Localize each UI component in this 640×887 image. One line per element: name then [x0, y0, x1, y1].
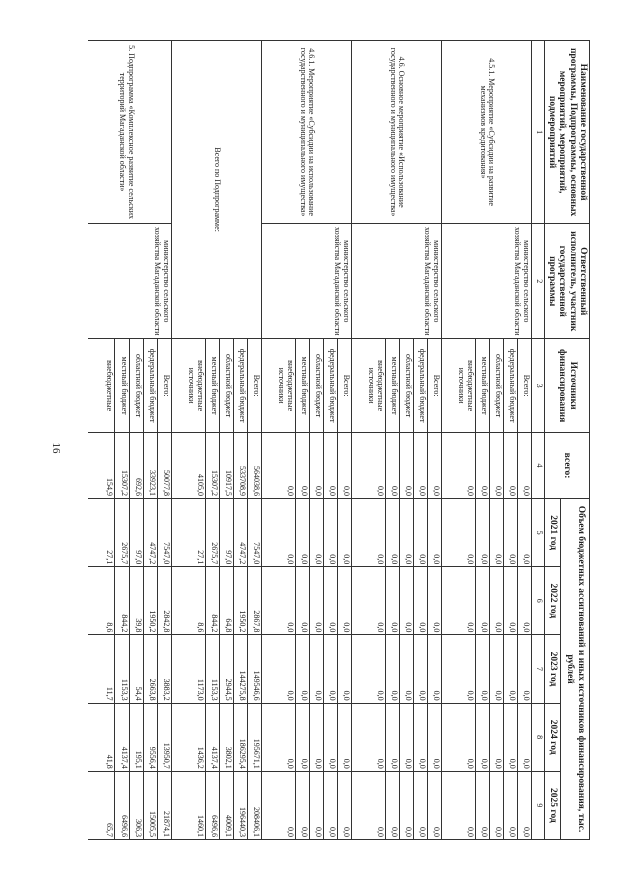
year-value: 39,8 — [129, 567, 143, 635]
year-value: 0,0 — [385, 703, 399, 771]
year-value: 0,0 — [442, 703, 476, 771]
funding-source: областной бюджет — [129, 339, 143, 433]
year-value: 7547,0 — [157, 499, 171, 567]
year-value: 0,0 — [489, 499, 503, 567]
year-value: 0,0 — [413, 567, 427, 635]
total-value: 0,0 — [323, 433, 337, 499]
column-number: 2 — [532, 224, 545, 339]
total-value: 564038,6 — [247, 433, 261, 499]
year-value: 195671,1 — [247, 703, 261, 771]
year-value: 0,0 — [489, 567, 503, 635]
year-value: 4137,4 — [115, 703, 129, 771]
total-value: 154,9 — [88, 433, 115, 499]
funding-source: внебюджетные источники — [442, 339, 476, 433]
executor-name: министерство сельского хозяйства Магаданской области — [88, 224, 171, 339]
funding-source: Всего: — [337, 339, 351, 433]
year-value: 195,1 — [129, 703, 143, 771]
year-value: 0,0 — [413, 771, 427, 839]
year-value: 1173,0 — [171, 635, 205, 703]
year-value: 2675,7 — [115, 499, 129, 567]
column-number: 3 — [532, 339, 545, 433]
year-value: 6496,6 — [205, 771, 219, 839]
year-value: 844,2 — [205, 567, 219, 635]
funding-source: Всего: — [157, 339, 171, 433]
year-value: 0,0 — [295, 771, 309, 839]
year-value: 97,0 — [129, 499, 143, 567]
year-value: 0,0 — [261, 567, 295, 635]
year-value: 0,0 — [337, 499, 351, 567]
funding-source: Всего: — [518, 339, 532, 433]
total-value: 0,0 — [295, 433, 309, 499]
header-year: 2025 год — [545, 771, 561, 839]
year-value: 208406,1 — [247, 771, 261, 839]
year-value: 0,0 — [309, 771, 323, 839]
table-body — [88, 41, 532, 840]
year-value: 0,0 — [475, 703, 489, 771]
table-row — [518, 41, 532, 840]
year-value: 0,0 — [399, 771, 413, 839]
column-number: 4 — [532, 433, 545, 499]
year-value: 9556,4 — [143, 703, 157, 771]
year-value: 3802,1 — [219, 703, 233, 771]
year-value: 4009,1 — [219, 771, 233, 839]
year-value: 0,0 — [352, 703, 386, 771]
total-value: 0,0 — [489, 433, 503, 499]
column-number: 9 — [532, 771, 545, 839]
total-value: 0,0 — [337, 433, 351, 499]
year-value: 0,0 — [518, 499, 532, 567]
total-value: 0,0 — [261, 433, 295, 499]
year-value: 0,0 — [399, 635, 413, 703]
executor-name: министерство сельского хозяйства Магаданской области — [352, 224, 442, 339]
column-number: 6 — [532, 567, 545, 635]
funding-source: местный бюджет — [115, 339, 129, 433]
year-value: 0,0 — [504, 703, 518, 771]
total-value: 15307,2 — [115, 433, 129, 499]
funding-table-wrapper — [88, 40, 590, 840]
year-value: 0,0 — [413, 703, 427, 771]
year-value: 2675,7 — [205, 499, 219, 567]
year-value: 0,0 — [295, 635, 309, 703]
year-value: 6496,6 — [115, 771, 129, 839]
year-value: 0,0 — [428, 635, 442, 703]
year-value: 0,0 — [442, 635, 476, 703]
header-year: 2023 год — [545, 635, 561, 703]
year-value: 2867,8 — [247, 567, 261, 635]
year-value: 1153,3 — [115, 635, 129, 703]
year-value: 0,0 — [385, 499, 399, 567]
measure-name: 4.5.1. Мероприятие «Субсидии на развитие механизмов кредитования» — [442, 41, 532, 224]
year-value: 8,6 — [88, 567, 115, 635]
measure-name: 5. Подпрограмма «Комплексное развитие сельских территорий Магаданской области» — [88, 41, 171, 224]
year-value: 0,0 — [442, 567, 476, 635]
table-row — [337, 41, 351, 840]
year-value: 0,0 — [489, 771, 503, 839]
funding-source: внебюджетные — [88, 339, 115, 433]
year-value: 0,0 — [295, 703, 309, 771]
year-value: 0,0 — [413, 499, 427, 567]
total-value: 0,0 — [352, 433, 386, 499]
year-value: 0,0 — [261, 703, 295, 771]
year-value: 0,0 — [295, 567, 309, 635]
year-value: 4747,2 — [143, 499, 157, 567]
table-row — [247, 41, 261, 840]
year-value: 0,0 — [518, 567, 532, 635]
year-value: 0,0 — [261, 499, 295, 567]
funding-source: областной бюджет — [399, 339, 413, 433]
executor-name: министерство сельского хозяйства Магаданской области — [442, 224, 532, 339]
funding-source: внебюджетные источники — [352, 339, 386, 433]
total-value: 0,0 — [399, 433, 413, 499]
year-value: 13950,7 — [157, 703, 171, 771]
year-value: 0,0 — [489, 635, 503, 703]
funding-source: внебюджетные источники — [261, 339, 295, 433]
column-number: 1 — [532, 41, 545, 224]
funding-source: федеральный бюджет — [504, 339, 518, 433]
header-year: 2024 год — [545, 703, 561, 771]
header-year: 2021 год — [545, 499, 561, 567]
funding-source: федеральный бюджет — [413, 339, 427, 433]
year-value: 1950,2 — [143, 567, 157, 635]
year-value: 0,0 — [475, 499, 489, 567]
header-executor: Ответственный исполнитель, участник государственной программы — [545, 224, 590, 339]
funding-source: федеральный бюджет — [233, 339, 247, 433]
funding-source: местный бюджет — [295, 339, 309, 433]
table-row — [428, 41, 442, 840]
funding-source: внебюджетные источники — [171, 339, 205, 433]
total-value: 10917,5 — [219, 433, 233, 499]
total-value: 0,0 — [504, 433, 518, 499]
year-value: 0,0 — [323, 703, 337, 771]
year-value: 0,0 — [323, 567, 337, 635]
year-value: 2663,8 — [143, 635, 157, 703]
page-number: 16 — [50, 442, 62, 454]
year-value: 0,0 — [518, 703, 532, 771]
year-value: 0,0 — [295, 499, 309, 567]
table-row — [157, 41, 171, 840]
year-value: 0,0 — [504, 771, 518, 839]
year-value: 196440,3 — [233, 771, 247, 839]
year-value: 0,0 — [352, 567, 386, 635]
year-value: 3883,2 — [157, 635, 171, 703]
year-value: 0,0 — [475, 635, 489, 703]
year-value: 8,6 — [171, 567, 205, 635]
year-value: 0,0 — [442, 499, 476, 567]
total-value: 33923,1 — [143, 433, 157, 499]
column-number: 7 — [532, 635, 545, 703]
year-value: 306,3 — [129, 771, 143, 839]
year-value: 0,0 — [399, 703, 413, 771]
header-source: Источники финансирования — [545, 339, 590, 433]
year-value: 0,0 — [399, 499, 413, 567]
measure-name: 4.6.1. Мероприятие «Субсидии на использование государственного и муниципального имущества» — [261, 41, 351, 224]
year-value: 144275,8 — [233, 635, 247, 703]
year-value: 4747,2 — [233, 499, 247, 567]
table-header — [532, 41, 590, 840]
total-value: 0,0 — [309, 433, 323, 499]
year-value: 7547,0 — [247, 499, 261, 567]
executor-name: министерство сельского хозяйства Магаданской области — [261, 224, 351, 339]
header-year: 2022 год — [545, 567, 561, 635]
year-value: 65,7 — [88, 771, 115, 839]
year-value: 11,7 — [88, 635, 115, 703]
year-value: 149546,6 — [247, 635, 261, 703]
year-value: 1460,1 — [171, 771, 205, 839]
year-value: 2944,5 — [219, 635, 233, 703]
year-value: 27,1 — [171, 499, 205, 567]
total-value: 0,0 — [518, 433, 532, 499]
total-value: 4105,0 — [171, 433, 205, 499]
rotated-table-area — [88, 40, 590, 840]
funding-source: местный бюджет — [205, 339, 219, 433]
year-value: 0,0 — [428, 499, 442, 567]
total-value: 0,0 — [475, 433, 489, 499]
year-value: 0,0 — [504, 635, 518, 703]
total-value: 50077,8 — [157, 433, 171, 499]
year-value: 0,0 — [385, 567, 399, 635]
year-value: 0,0 — [442, 771, 476, 839]
funding-source: областной бюджет — [489, 339, 503, 433]
funding-source: областной бюджет — [219, 339, 233, 433]
column-number: 8 — [532, 703, 545, 771]
header-total: всего: — [545, 433, 590, 499]
year-value: 0,0 — [323, 771, 337, 839]
year-value: 1153,3 — [205, 635, 219, 703]
header-name: Наименование государственной программы, Подпрограммы, основных мероприятий, мероприятий, подмероприятий — [545, 41, 590, 224]
total-value: 0,0 — [413, 433, 427, 499]
column-number: 5 — [532, 499, 545, 567]
year-value: 0,0 — [475, 771, 489, 839]
year-value: 0,0 — [413, 635, 427, 703]
year-value: 0,0 — [385, 771, 399, 839]
funding-source: Всего: — [247, 339, 261, 433]
total-value: 0,0 — [385, 433, 399, 499]
funding-source: местный бюджет — [385, 339, 399, 433]
funding-source: местный бюджет — [475, 339, 489, 433]
year-value: 0,0 — [309, 567, 323, 635]
year-value: 0,0 — [489, 703, 503, 771]
year-value: 0,0 — [323, 635, 337, 703]
total-value: 692,6 — [129, 433, 143, 499]
year-value: 0,0 — [323, 499, 337, 567]
year-value: 54,4 — [129, 635, 143, 703]
funding-source: Всего: — [428, 339, 442, 433]
year-value: 27,1 — [88, 499, 115, 567]
total-value: 0,0 — [442, 433, 476, 499]
year-value: 97,0 — [219, 499, 233, 567]
total-value: 15307,2 — [205, 433, 219, 499]
year-value: 0,0 — [337, 703, 351, 771]
year-value: 1436,2 — [171, 703, 205, 771]
funding-source: федеральный бюджет — [143, 339, 157, 433]
year-value: 21874,1 — [157, 771, 171, 839]
year-value: 186295,4 — [233, 703, 247, 771]
year-value: 1950,2 — [233, 567, 247, 635]
total-value: 533708,9 — [233, 433, 247, 499]
year-value: 41,8 — [88, 703, 115, 771]
year-value: 2842,8 — [157, 567, 171, 635]
year-value: 0,0 — [309, 703, 323, 771]
year-value: 4137,4 — [205, 703, 219, 771]
year-value: 15005,5 — [143, 771, 157, 839]
year-value: 0,0 — [518, 635, 532, 703]
year-value: 0,0 — [475, 567, 489, 635]
funding-source: федеральный бюджет — [323, 339, 337, 433]
year-value: 0,0 — [261, 635, 295, 703]
year-value: 0,0 — [385, 635, 399, 703]
header-funding-group: Объем бюджетных ассигнований и иных источников финансирования, тыс. рублей — [561, 499, 590, 840]
year-value: 0,0 — [352, 771, 386, 839]
year-value: 0,0 — [337, 635, 351, 703]
year-value: 0,0 — [337, 567, 351, 635]
subprogram-total-label: Всего по Подпрограмме: — [171, 41, 261, 339]
year-value: 0,0 — [428, 567, 442, 635]
funding-table — [88, 40, 590, 840]
year-value: 0,0 — [399, 567, 413, 635]
year-value: 0,0 — [309, 635, 323, 703]
year-value: 0,0 — [428, 771, 442, 839]
year-value: 0,0 — [337, 771, 351, 839]
year-value: 64,8 — [219, 567, 233, 635]
year-value: 0,0 — [504, 499, 518, 567]
year-value: 0,0 — [504, 567, 518, 635]
year-value: 0,0 — [261, 771, 295, 839]
year-value: 0,0 — [352, 499, 386, 567]
measure-name: 4.6. Основное мероприятие «Использование государственного и муниципального имущества» — [352, 41, 442, 224]
year-value: 844,2 — [115, 567, 129, 635]
year-value: 0,0 — [352, 635, 386, 703]
funding-source: областной бюджет — [309, 339, 323, 433]
year-value: 0,0 — [518, 771, 532, 839]
year-value: 0,0 — [309, 499, 323, 567]
total-value: 0,0 — [428, 433, 442, 499]
year-value: 0,0 — [428, 703, 442, 771]
